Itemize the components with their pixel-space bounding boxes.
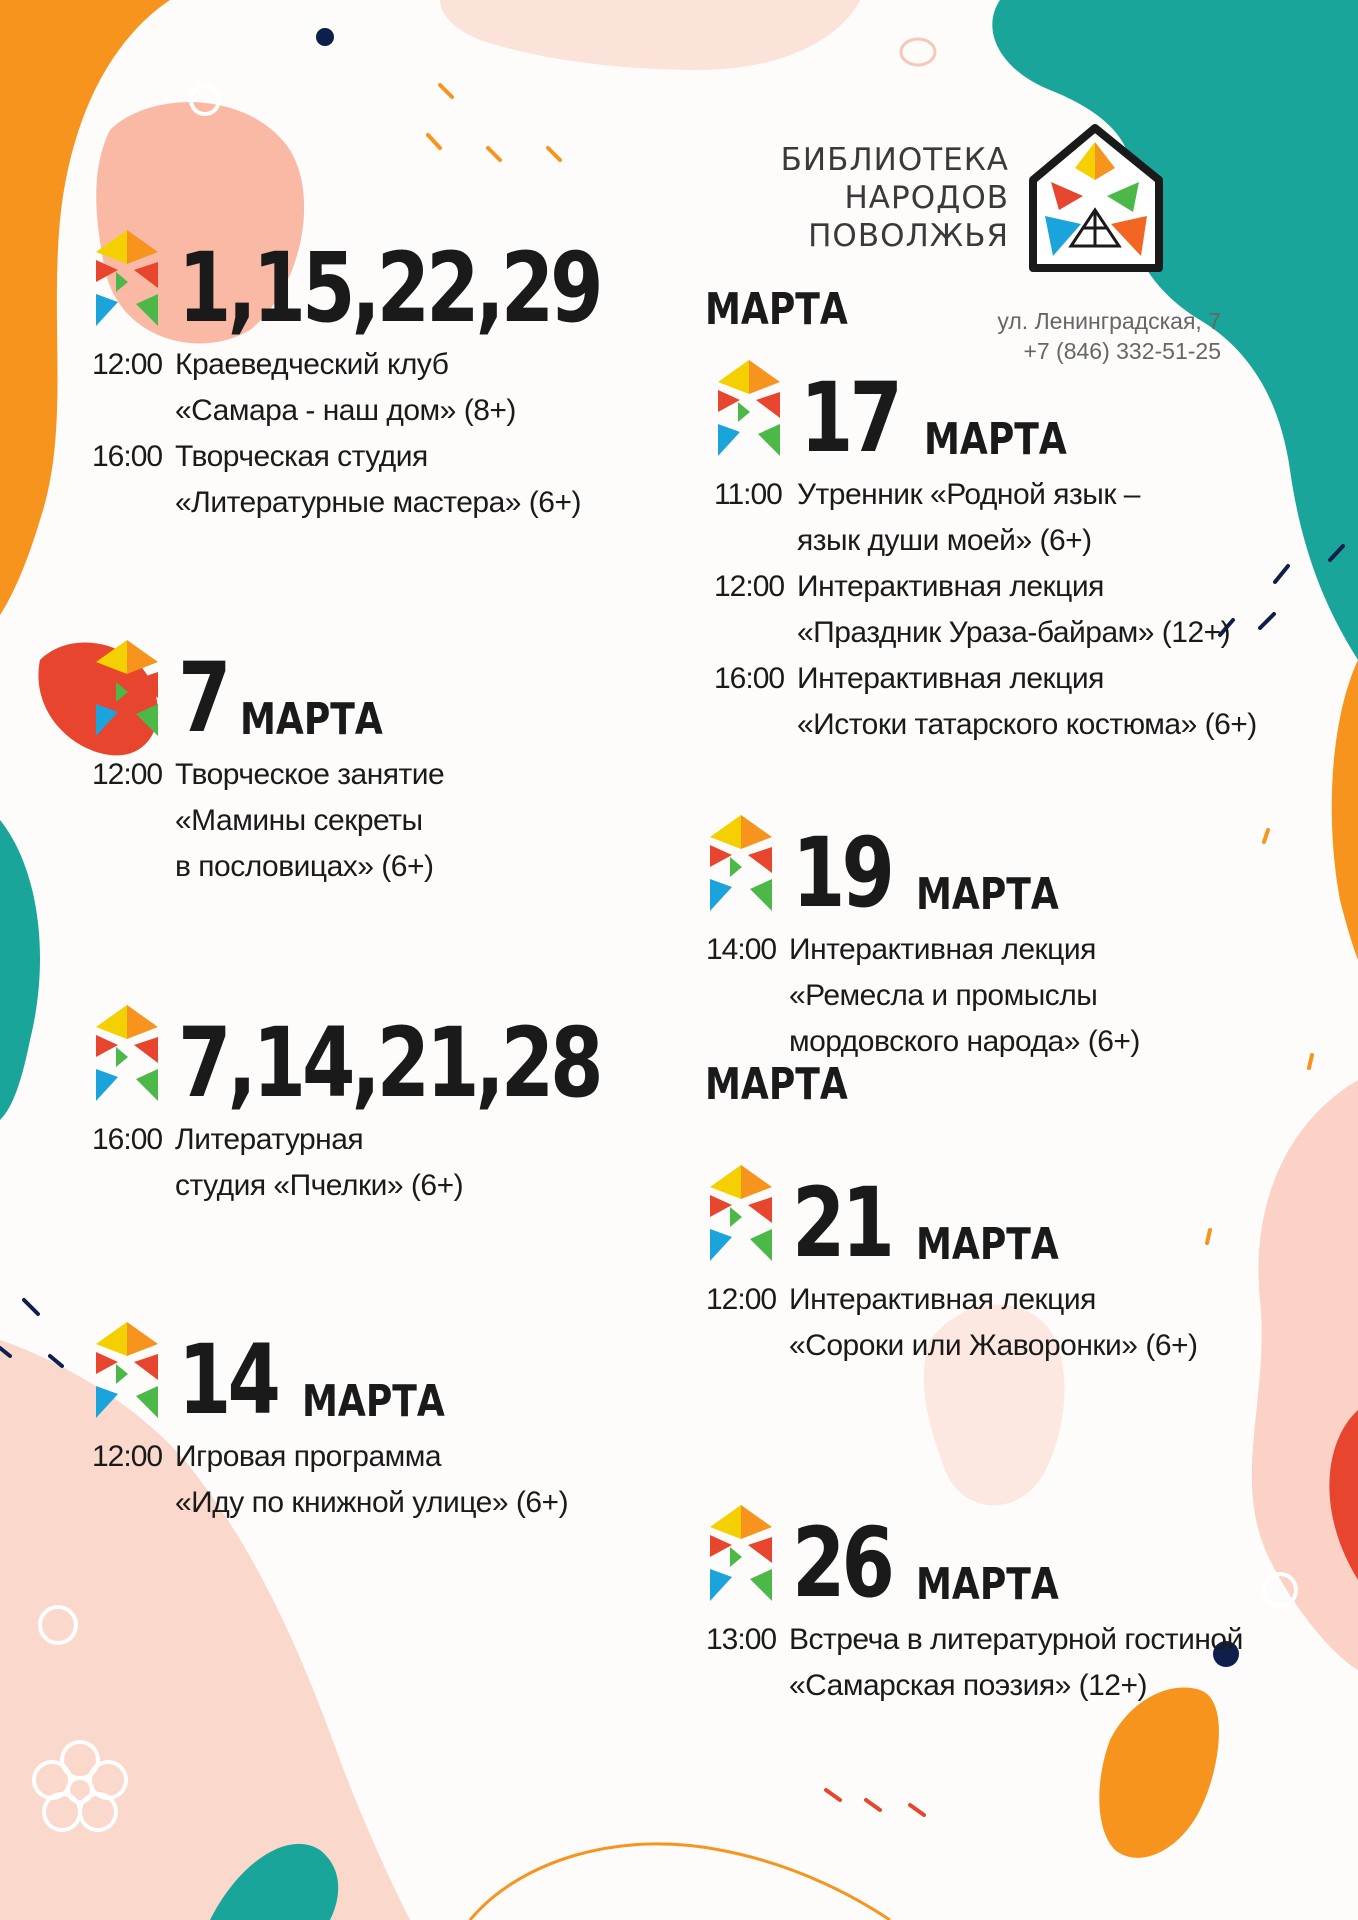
event-block xyxy=(706,1165,1198,1369)
event-title-line: Краеведческий клуб xyxy=(175,348,449,381)
event-days: 19 xyxy=(792,817,891,929)
event-date-heading xyxy=(706,1165,1198,1279)
event-block xyxy=(92,640,444,890)
event-items xyxy=(706,1617,1243,1709)
event-month: МАРТА xyxy=(704,1059,848,1110)
event-title-line: «Мамины секреты xyxy=(175,804,423,837)
event-title xyxy=(175,434,581,526)
event-items xyxy=(92,752,444,890)
event-date-heading xyxy=(92,640,444,754)
event-title xyxy=(797,472,1140,564)
event-title xyxy=(797,656,1257,748)
orange-blob-bottom-right xyxy=(1099,1687,1219,1857)
event-title-line: Литературная xyxy=(175,1123,364,1156)
event-item xyxy=(714,472,1257,564)
colorful-triangles-icon xyxy=(706,1505,776,1609)
event-item xyxy=(714,656,1257,748)
event-items xyxy=(706,1277,1198,1369)
event-item xyxy=(92,1434,568,1526)
event-title-line: язык души моей» (6+) xyxy=(797,524,1092,557)
colorful-triangles-icon xyxy=(92,230,162,334)
colorful-triangles-icon xyxy=(92,1322,162,1426)
event-days: 1,15,22,29 xyxy=(178,232,600,344)
event-days: 21 xyxy=(792,1167,891,1279)
event-month: МАРТА xyxy=(704,284,848,335)
event-title xyxy=(175,752,444,890)
library-contacts xyxy=(997,306,1221,366)
event-days: 17 xyxy=(800,362,899,474)
event-time: 12:00 xyxy=(92,348,163,381)
event-time: 12:00 xyxy=(714,570,785,603)
event-time: 13:00 xyxy=(706,1623,777,1656)
event-block xyxy=(706,815,1140,1065)
event-title-line: «Ремесла и промыслы xyxy=(789,979,1098,1012)
library-name-line: ПОВОЛЖЬЯ xyxy=(808,217,1009,254)
colorful-triangles-icon xyxy=(706,1165,776,1269)
event-title-line: Интерактивная лекция xyxy=(789,1283,1096,1316)
event-title-line: Интерактивная лекция xyxy=(789,933,1096,966)
event-date-heading xyxy=(714,360,1257,474)
library-house-tree-logo-icon xyxy=(1023,120,1168,275)
event-block xyxy=(706,1505,1243,1709)
event-title-line: студия «Пчелки» (6+) xyxy=(175,1169,464,1202)
event-days: 14 xyxy=(178,1324,277,1436)
event-block xyxy=(92,1322,568,1526)
event-items xyxy=(714,472,1257,748)
event-title-line: «Праздник Ураза-байрам» (12+) xyxy=(797,616,1231,649)
address: ул. Ленинградская, 7 xyxy=(997,308,1221,334)
event-title xyxy=(175,342,516,434)
colorful-triangles-icon xyxy=(714,360,784,464)
library-name-line: НАРОДОВ xyxy=(844,179,1009,216)
colorful-triangles-icon xyxy=(92,1005,162,1109)
pale-blob-top-center xyxy=(440,0,860,70)
event-date-heading xyxy=(706,815,1140,929)
event-title-line: Игровая программа xyxy=(175,1440,442,1473)
event-item xyxy=(92,752,444,890)
event-title-line: Творческая студия xyxy=(175,440,428,473)
bottom-orange-outline xyxy=(470,1844,890,1920)
event-items xyxy=(92,1434,568,1526)
event-title xyxy=(789,927,1140,1065)
library-name-line: БИБЛИОТЕКА xyxy=(780,141,1009,178)
event-title xyxy=(789,1277,1198,1369)
event-items xyxy=(706,927,1140,1065)
event-month: МАРТА xyxy=(923,414,1067,465)
event-title-line: «Истоки татарского костюма» (6+) xyxy=(797,708,1257,741)
event-days: 7 xyxy=(178,642,228,754)
event-date-heading xyxy=(92,230,879,344)
event-title-line: Творческое занятие xyxy=(175,758,445,791)
event-title-line: мордовского народа» (6+) xyxy=(789,1025,1140,1058)
orange-blob-right xyxy=(1332,660,1358,960)
event-item xyxy=(706,1617,1243,1709)
event-title-line: Интерактивная лекция xyxy=(797,662,1104,695)
event-days: 26 xyxy=(792,1507,891,1619)
event-time: 12:00 xyxy=(92,1440,163,1473)
event-item xyxy=(714,564,1257,656)
event-item xyxy=(706,927,1140,1065)
event-title xyxy=(175,1434,568,1526)
navy-dot-top xyxy=(316,28,334,46)
event-month: МАРТА xyxy=(915,869,1059,920)
colorful-triangles-icon xyxy=(92,640,162,744)
teal-blob-left xyxy=(0,820,40,1120)
event-time: 11:00 xyxy=(714,478,782,511)
colorful-triangles-icon xyxy=(706,815,776,919)
event-title-line: «Иду по книжной улице» (6+) xyxy=(175,1486,569,1519)
pale-ring-top xyxy=(901,39,935,65)
event-month: МАРТА xyxy=(915,1219,1059,1270)
event-month: МАРТА xyxy=(301,1376,445,1427)
event-time: 14:00 xyxy=(706,933,777,966)
event-days: 7,14,21,28 xyxy=(178,1007,600,1119)
event-title-line: Встреча в литературной гостиной xyxy=(789,1623,1243,1656)
event-title-line: Интерактивная лекция xyxy=(797,570,1104,603)
event-title-line: «Сороки или Жаворонки» (6+) xyxy=(789,1329,1198,1362)
event-month: МАРТА xyxy=(239,694,383,745)
event-month: МАРТА xyxy=(915,1559,1059,1610)
event-item xyxy=(706,1277,1198,1369)
event-title xyxy=(789,1617,1243,1709)
event-title-line: «Самара - наш дом» (8+) xyxy=(175,394,516,427)
event-title xyxy=(175,1117,463,1209)
event-title-line: Утренник «Родной язык – xyxy=(797,478,1140,511)
event-time: 12:00 xyxy=(706,1283,777,1316)
event-block xyxy=(714,360,1257,748)
event-date-heading xyxy=(706,1505,1243,1619)
event-time: 12:00 xyxy=(92,758,163,791)
event-title-line: «Литературные мастера» (6+) xyxy=(175,486,581,519)
event-date-heading xyxy=(92,1322,568,1436)
event-title xyxy=(797,564,1230,656)
event-title-line: «Самарская поэзия» (12+) xyxy=(789,1669,1147,1702)
event-title-line: в пословицах» (6+) xyxy=(175,850,434,883)
event-time: 16:00 xyxy=(92,1123,163,1156)
phone-number: +7 (846) 332-51-25 xyxy=(1023,338,1221,364)
event-time: 16:00 xyxy=(714,662,785,695)
event-time: 16:00 xyxy=(92,440,163,473)
